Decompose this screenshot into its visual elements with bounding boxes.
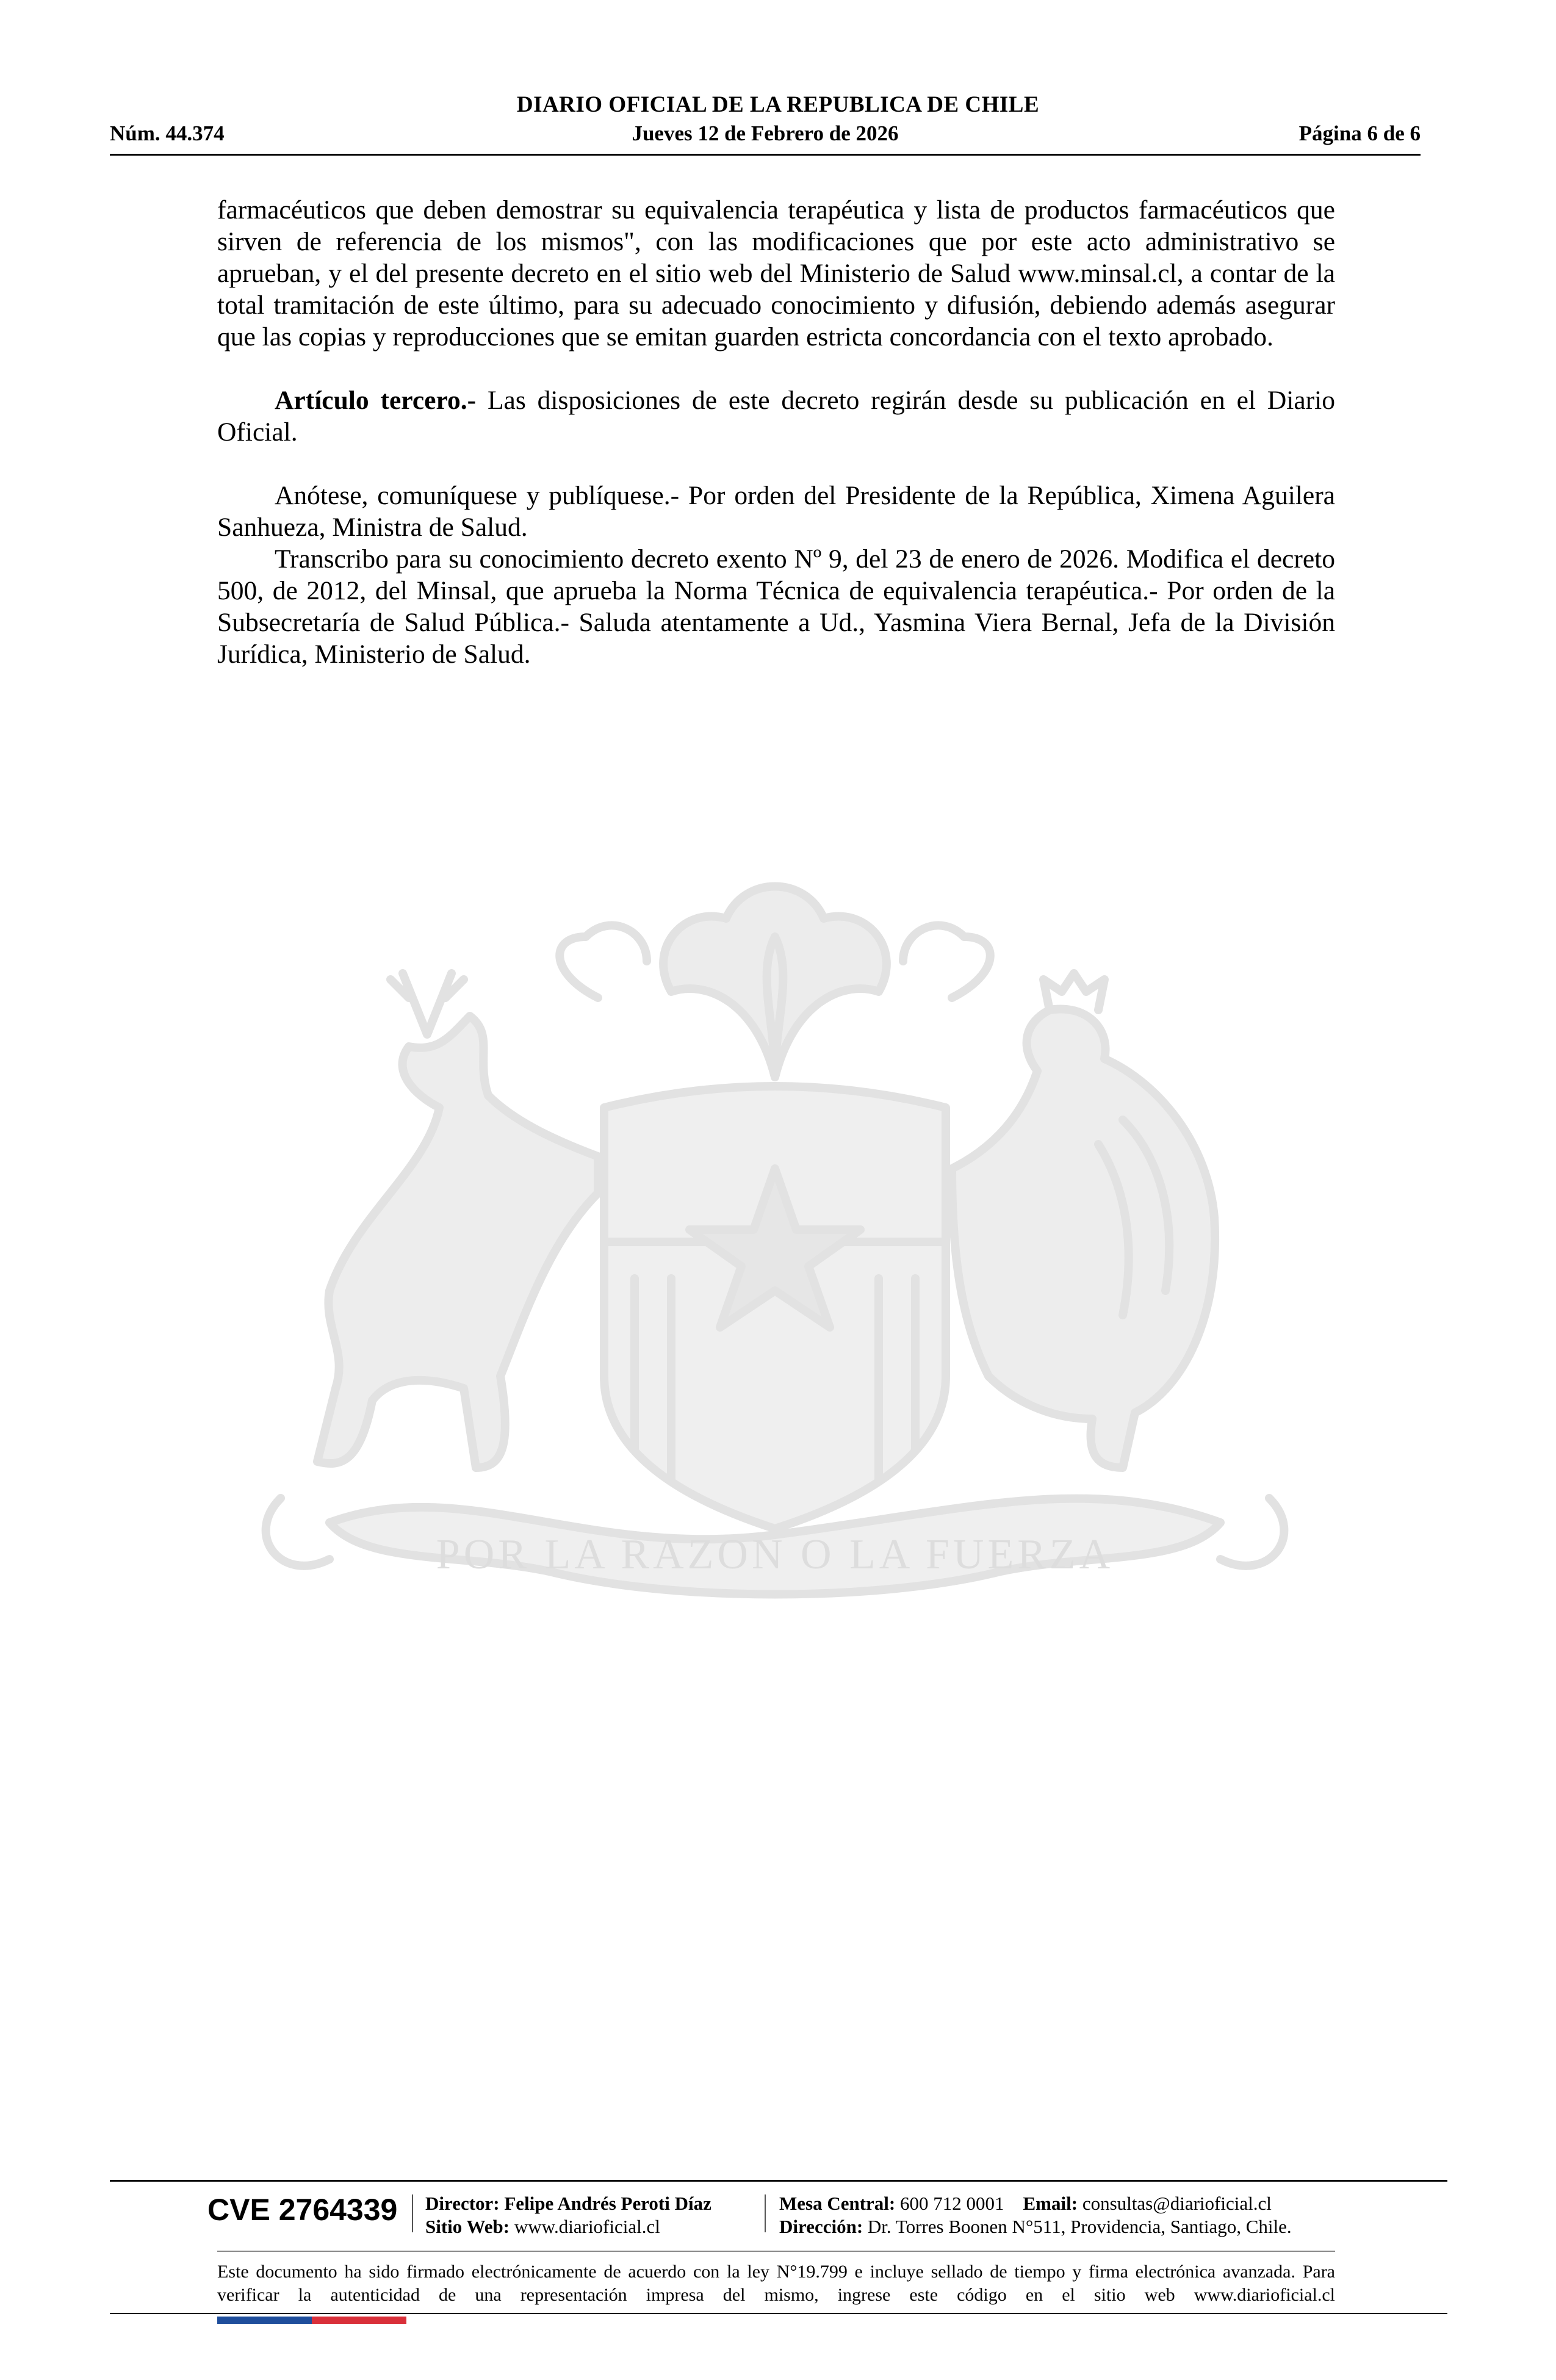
masthead-title: DIARIO OFICIAL DE LA REPUBLICA DE CHILE [516,92,1040,117]
document-body [217,194,1335,670]
coat-of-arms-motto: POR LA RAZON O LA FUERZA [436,1531,1114,1578]
address-text: Dr. Torres Boonen N°511, Providencia, Santiago, Chile. [867,2216,1292,2237]
cve-code: CVE 2764339 [207,2193,398,2227]
flag-stripe-red [312,2317,406,2324]
chile-coat-of-arms-icon [207,851,1342,1669]
footer-separator [412,2194,413,2232]
article-text: Las disposiciones de este decreto regirán desde su publicación en el Diario Oficial. [217,386,1335,447]
closing-paragraph: Anótese, comuníquese y publíquese.- Por orden del Presidente de la República, Ximena Aguilera Sanhueza, Ministra de Salud. [217,481,1335,542]
issue-number: Núm. 44.374 [110,121,225,145]
email-label: Email: [1023,2193,1078,2214]
website-label: Sitio Web: [425,2216,510,2237]
electronic-signature-note: Este documento ha sido firmado electrónicamente de acuerdo con la ley N°19.799 e incluye sellado de tiempo y firma electrónica avanzada. Para verificar la autenticidad de una representación impresa del mismo, ingrese este código en el sitio web www.diarioficial.cl [217,2262,1335,2305]
issue-date: Jueves 12 de Febrero de 2026 [632,121,899,145]
director-label: Director: [425,2193,500,2214]
phone-label: Mesa Central: [779,2193,896,2214]
director-name: Felipe Andrés Peroti Díaz [504,2193,711,2214]
email-address[interactable]: consultas@diarioficial.cl [1082,2193,1272,2214]
footer-divider-middle [217,2251,1335,2252]
website-link[interactable]: www.diarioficial.cl [514,2216,660,2237]
article-paragraph [217,384,1335,448]
page-number: Página 6 de 6 [1298,121,1421,145]
flag-stripe-blue [217,2317,312,2324]
phone-number: 600 712 0001 [900,2193,1004,2214]
footer-divider-bottom [110,2313,1447,2314]
body-paragraph: farmacéuticos que deben demostrar su equivalencia terapéutica y lista de productos farmacéuticos que sirven de referencia de los mismos", con las modificaciones que por este acto administrativo se aprueban, y el del presente decreto en el sitio web del Ministerio de Salud www.minsal.cl, a contar de la total tramitación de este último, para su adecuado conocimiento y difusión, debiendo además asegurar que las copias y reproducciones que se emitan guarden estricta concordancia con el texto aprobado. [217,195,1335,352]
article-label: Artículo tercero.- [275,386,477,415]
footer-director-block [425,2192,711,2238]
transcription-paragraph: Transcribo para su conocimiento decreto exento Nº 9, del 23 de enero de 2026. Modifica el decreto 500, de 2012, del Minsal, que aprueba la Norma Técnica de equivalencia terapéutica.- Por orden de la Subsecretaría de Salud Pública.- Saluda atentamente a Ud., Yasmina Viera Bernal, Jefa de la División Jurídica, Ministerio de Salud. [217,544,1335,669]
footer-contact-block [779,2192,1292,2238]
footer-divider-top [110,2180,1447,2182]
header-divider [110,154,1421,156]
footer-separator [765,2194,766,2232]
address-label: Dirección: [779,2216,863,2237]
page-header [110,120,1421,148]
